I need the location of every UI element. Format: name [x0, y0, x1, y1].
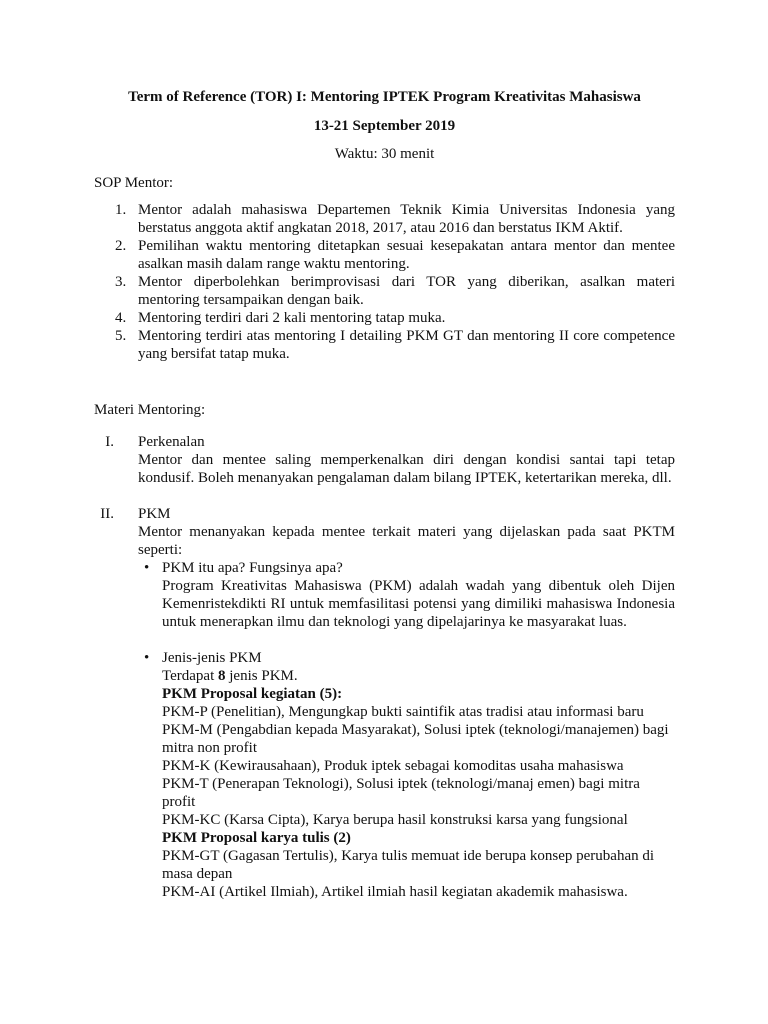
sop-item	[94, 201, 675, 237]
section-title: PKM	[138, 506, 171, 522]
document-duration: Waktu: 30 menit	[334, 146, 435, 162]
sop-item	[94, 309, 675, 327]
pkm-type-entry: PKM-K (Kewirausahaan), Produk iptek sebagai komoditas usaha mahasiswa	[162, 758, 624, 774]
types-count-post: jenis PKM.	[225, 668, 298, 684]
pkm-type-entry: PKM-KC (Karsa Cipta), Karya berupa hasil konstruksi karsa yang fungsional	[162, 812, 628, 828]
sop-item	[94, 237, 675, 273]
section-text: Mentor dan mentee saling memperkenalkan diri dengan kondisi santai tapi tetap kondusif. Boleh menanyakan pengalaman dalam bilang IPTEK, ketertarikan mereka, dll.	[138, 452, 675, 486]
pkm-type-entry: PKM-T (Penerapan Teknologi), Solusi iptek (teknologi/manaj emen) bagi mitra profit	[162, 776, 640, 810]
bullet-item-types	[138, 649, 675, 901]
sop-item-number: 4.	[115, 310, 127, 326]
document-title: Term of Reference (TOR) I: Mentoring IPTEK Program Kreativitas Mahasiswa	[128, 89, 641, 105]
sop-item	[94, 273, 675, 309]
pkm-bullet-list	[138, 559, 675, 901]
bullet-item-definition	[138, 559, 675, 649]
bullet-icon: •	[144, 560, 150, 576]
kegiatan-heading: PKM Proposal kegiatan (5):	[162, 686, 343, 702]
document-date: 13-21 September 2019	[313, 118, 456, 134]
sop-item-number: 2.	[115, 238, 127, 254]
sop-list	[94, 201, 675, 363]
sop-item-text: Mentoring terdiri atas mentoring I detailing PKM GT dan mentoring II core competence yang bersifat tatap muka.	[138, 328, 675, 362]
pkm-type-entry: PKM-GT (Gagasan Tertulis), Karya tulis memuat ide berupa konsep perubahan di masa depan	[162, 848, 655, 882]
sop-item-number: 5.	[115, 328, 127, 344]
pkm-type-entry: PKM-AI (Artikel Ilmiah), Artikel ilmiah hasil kegiatan akademik mahasiswa.	[162, 884, 628, 900]
section-perkenalan	[94, 433, 675, 487]
bullet-answer: Program Kreativitas Mahasiswa (PKM) adalah wadah yang dibentuk oleh Dijen Kemenristekdikti RI untuk memfasilitasi potensi yang dimiliki mahasiswa Indonesia untuk menerapkan ilmu dan teknologi yang dipelajarinya ke masyarakat luas.	[162, 578, 675, 630]
section-number: I.	[105, 434, 114, 450]
types-title: Jenis-jenis PKM	[162, 650, 262, 666]
materi-heading: Materi Mentoring:	[94, 402, 206, 418]
section-pkm	[94, 505, 675, 901]
types-count	[162, 667, 675, 685]
document-page	[94, 88, 675, 901]
section-title: Perkenalan	[138, 434, 205, 450]
types-count-pre: Terdapat	[162, 668, 219, 684]
bullet-icon: •	[144, 650, 150, 666]
sop-item-text: Mentor diperbolehkan berimprovisasi dari TOR yang diberikan, asalkan materi mentoring tersampaikan dengan baik.	[138, 274, 675, 308]
tulis-heading: PKM Proposal karya tulis (2)	[162, 830, 351, 846]
bullet-question: PKM itu apa? Fungsinya apa?	[162, 560, 343, 576]
types-count-number: 8	[218, 668, 226, 684]
pkm-type-entry: PKM-M (Pengabdian kepada Masyarakat), Solusi iptek (teknologi/manajemen) bagi mitra non profit	[162, 722, 669, 756]
sop-item-number: 1.	[115, 202, 127, 218]
section-number: II.	[100, 506, 114, 522]
sop-item	[94, 327, 675, 363]
sop-item-number: 3.	[115, 274, 127, 290]
pkm-type-entry: PKM-P (Penelitian), Mengungkap bukti saintifik atas tradisi atau informasi baru	[162, 704, 644, 720]
sop-item-text: Mentoring terdiri dari 2 kali mentoring tatap muka.	[138, 310, 446, 326]
sop-heading: SOP Mentor:	[94, 175, 174, 191]
sop-item-text: Pemilihan waktu mentoring ditetapkan sesuai kesepakatan antara mentor dan mentee asalkan masih dalam range waktu mentoring.	[138, 238, 675, 272]
sop-item-text: Mentor adalah mahasiswa Departemen Teknik Kimia Universitas Indonesia yang berstatus anggota aktif angkatan 2018, 2017, atau 2016 dan berstatus IKM Aktif.	[138, 202, 675, 236]
section-intro: Mentor menanyakan kepada mentee terkait materi yang dijelaskan pada saat PKTM seperti:	[138, 524, 675, 558]
